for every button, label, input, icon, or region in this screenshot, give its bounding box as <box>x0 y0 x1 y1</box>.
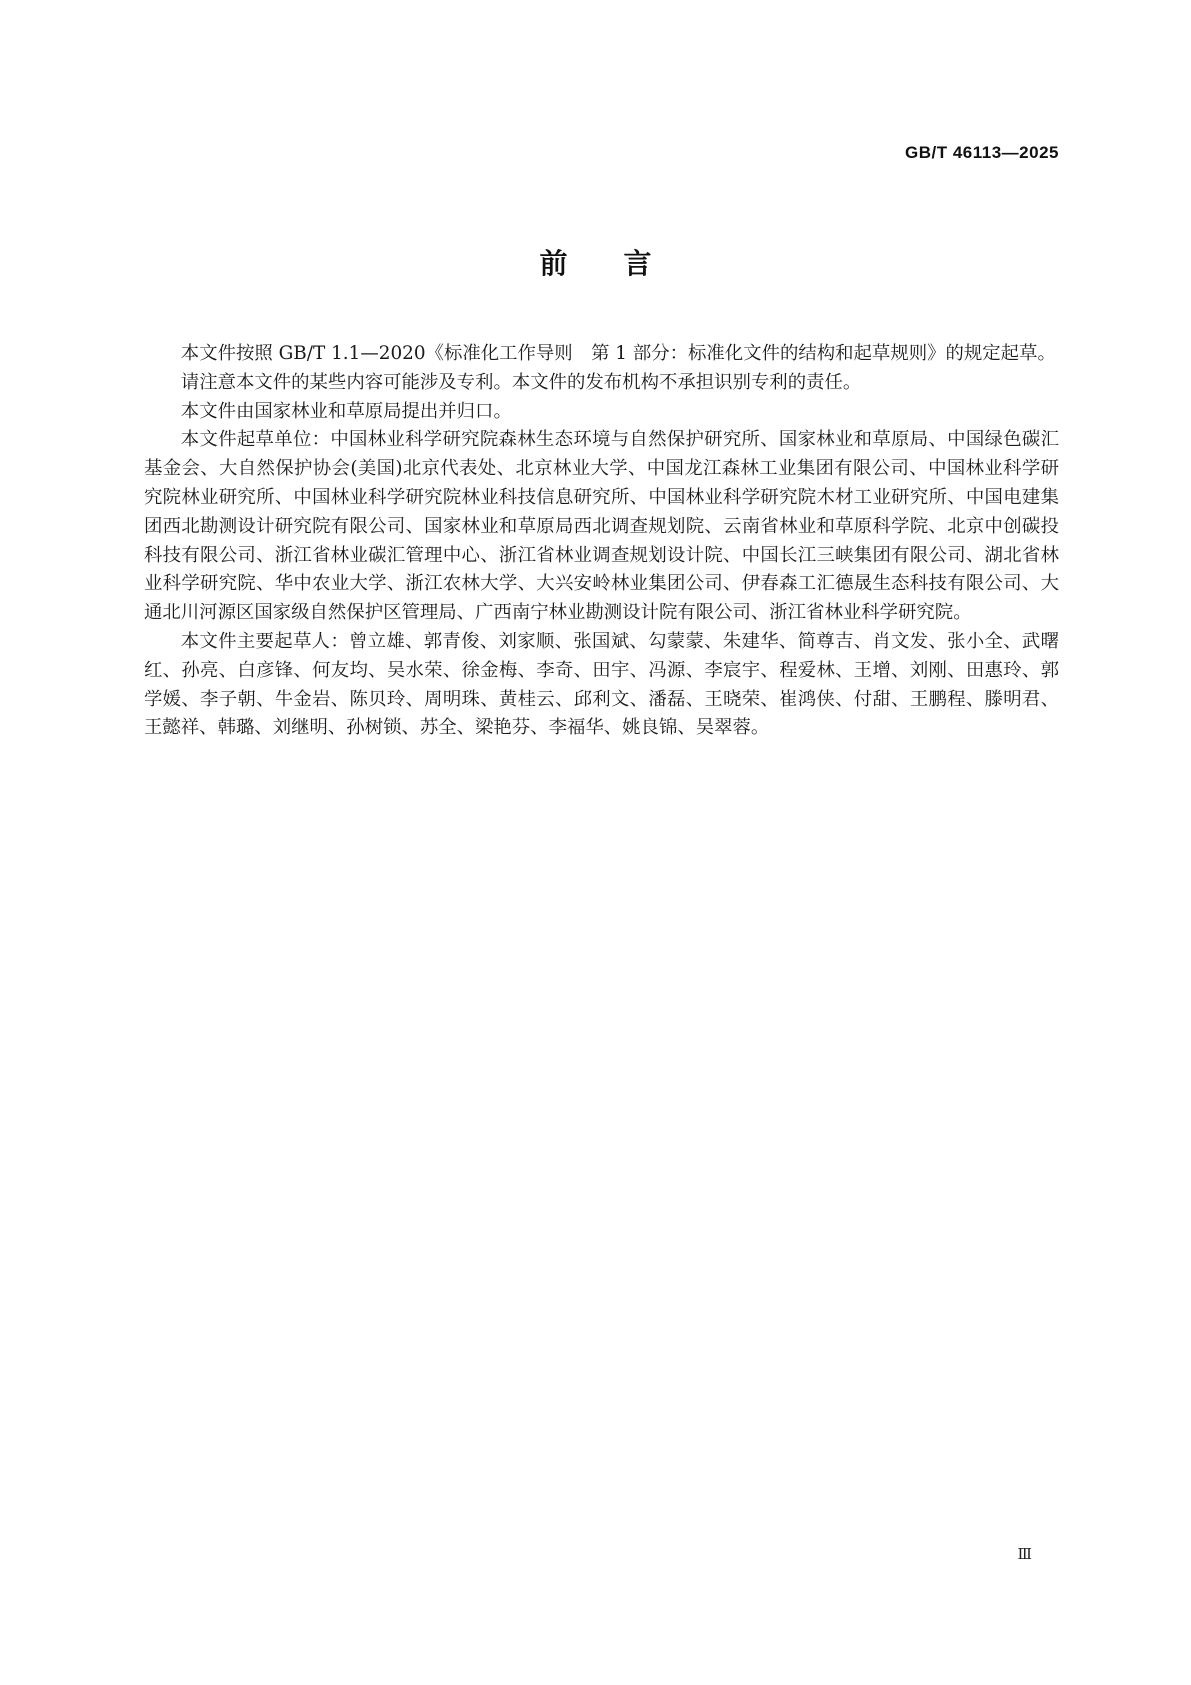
page-title-char-2: 言 <box>623 247 652 280</box>
paragraph-drafting-units: 本文件起草单位：中国林业科学研究院森林生态环境与自然保护研究所、国家林业和草原局、中国绿色碳汇基金会、大自然保护协会(美国)北京代表处、北京林业大学、中国龙江森林工业集团有限公司、中国林业科学研究院林业研究所、中国林业科学研究院林业科技信息研究所、中国林业科学研究院木材工业研究所、中国电建集团西北勘测设计研究院有限公司、国家林业和草原局西北调查规划院、云南省林业和草原科学院、北京中创碳投科技有限公司、浙江省林业碳汇管理中心、浙江省林业调查规划设计院、中国长江三峡集团有限公司、湖北省林业科学研究院、华中农业大学、浙江农林大学、大兴安岭林业集团公司、伊春森工汇德晟生态科技有限公司、大通北川河源区国家级自然保护区管理局、广西南宁林业勘测设计院有限公司、浙江省林业科学研究院。 <box>144 429 1059 624</box>
document-code: GB/T 46113—2025 <box>905 143 1059 162</box>
paragraph-drafting-rules: 本文件按照 GB/T 1.1—2020《标准化工作导则 第 1 部分：标准化文件的结构和起草规则》的规定起草。 <box>180 343 1056 364</box>
page-title-char-1: 前 <box>539 247 568 280</box>
page-number: Ⅲ <box>1017 1545 1032 1563</box>
foreword-body <box>144 340 1059 743</box>
page-title <box>0 242 1191 282</box>
paragraph-proposer: 本文件由国家林业和草原局提出并归口。 <box>180 400 512 422</box>
paragraph-patent-notice: 请注意本文件的某些内容可能涉及专利。本文件的发布机构不承担识别专利的责任。 <box>180 371 862 393</box>
paragraph-drafters: 本文件主要起草人：曾立雄、郭青俊、刘家顺、张国斌、勾蒙蒙、朱建华、简尊吉、肖文发、张小全、武曙红、孙亮、白彦锋、何友均、吴水荣、徐金梅、李奇、田宇、冯源、李宸宇、程爱林、王增、刘刚、田惠玲、郭学媛、李子朝、牛金岩、陈贝玲、周明珠、黄桂云、邱利文、潘磊、王晓荣、崔鸿侠、付甜、王鹏程、滕明君、王懿祥、韩璐、刘继明、孙树锁、苏全、梁艳芬、李福华、姚良锦、吴翠蓉。 <box>144 630 1059 739</box>
